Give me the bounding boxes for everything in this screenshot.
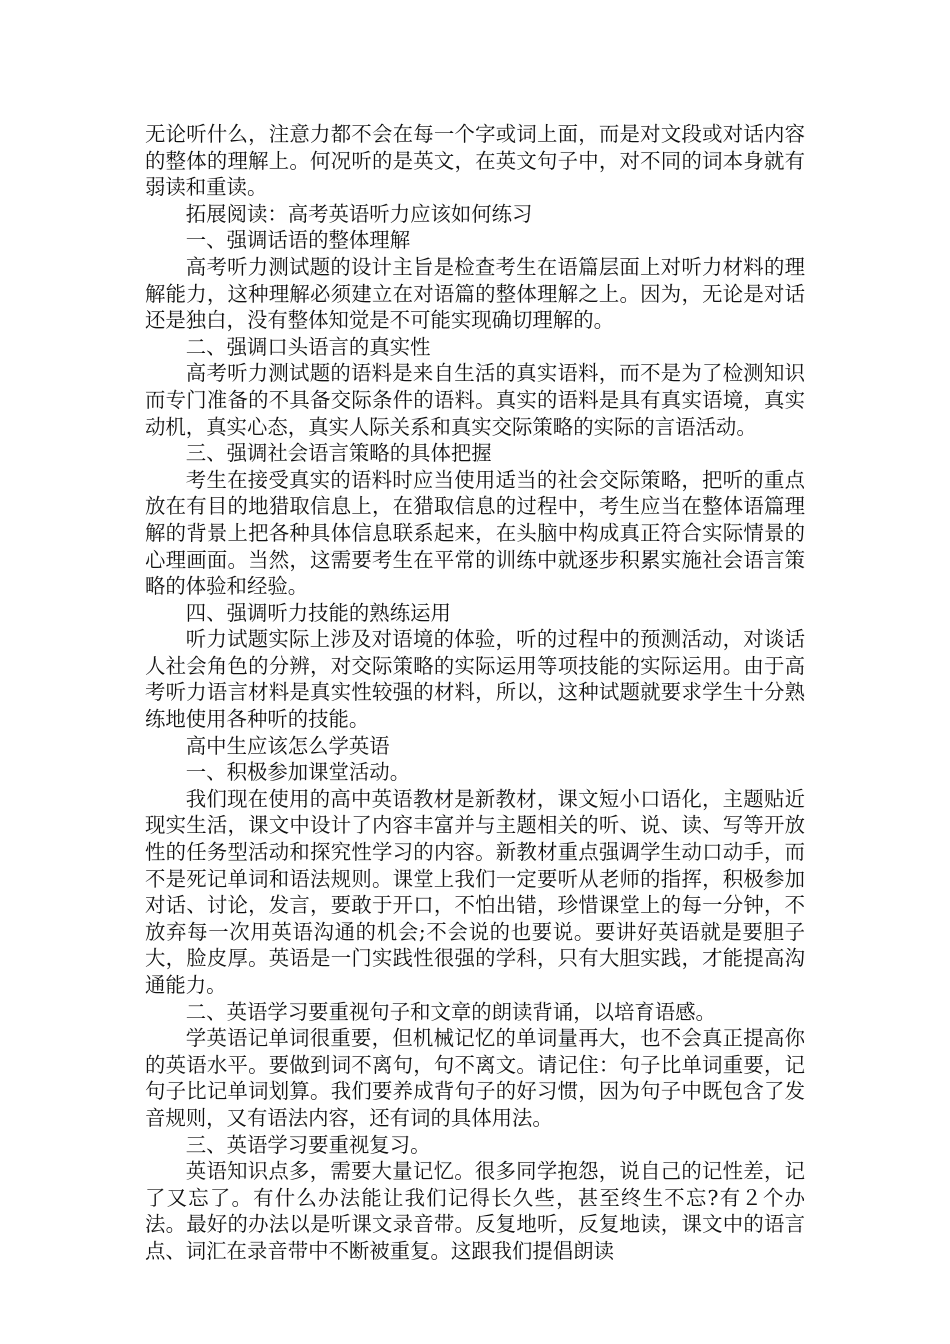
section-heading: 一、积极参加课堂活动。	[185, 760, 411, 785]
paragraph: 考生在接受真实的语料时应当使用适当的社会交际策略，把听的重点放在有目的地猎取信息上，在猎取信息的过程中，考生应当在整体语篇理解的背景上把各种具体信息联系起来，在头脑中构成真正符合实际情景的心理画面。当然，这需要考生在平常的训练中就逐步积累实施社会语言策略的体验和经验。	[145, 467, 805, 599]
paragraph: 我们现在使用的高中英语教材是新教材，课文短小口语化，主题贴近现实生活，课文中设计了内容丰富并与主题相关的听、说、读、写等开放性的任务型活动和探究性学习的内容。新教材重点强调学生动口动手，而不是死记单词和语法规则。课堂上我们一定要听从老师的指挥，积极参加对话、讨论，发言，要敢于开口，不怕出错，珍惜课堂上的每一分钟，不放弃每一次用英语沟通的机会;不会说的也要说。要讲好英语就是要胆子大，脸皮厚。英语是一门实践性很强的学科，只有大胆实践，才能提高沟通能力。	[145, 786, 805, 997]
paragraph: 英语知识点多，需要大量记忆。很多同学抱怨，说自己的记性差，记了又忘了。有什么办法能让我们记得长久些，甚至终生不忘?有２个办法。最好的办法以是听课文录音带。反复地听，反复地读，课文中的语言点、词汇在录音带中不断被重复。这跟我们提倡朗读	[145, 1159, 805, 1263]
section-heading: 高中生应该怎么学英语	[185, 733, 390, 758]
section-heading: 拓展阅读：高考英语听力应该如何练习	[185, 201, 533, 226]
section-heading: 二、强调口头语言的真实性	[185, 334, 431, 359]
paragraph: 学英语记单词很重要，但机械记忆的单词量再大，也不会真正提高你的英语水平。要做到词不离句，句不离文。请记住：句子比单词重要，记句子比记单词划算。我们要养成背句子的好习惯，因为句子中既包含了发音规则，又有语法内容，还有词的具体用法。	[145, 1026, 805, 1130]
section-heading: 四、强调听力技能的熟练运用	[185, 600, 451, 625]
paragraph: 无论听什么，注意力都不会在每一个字或词上面，而是对文段或对话内容的整体的理解上。何况听的是英文，在英文句子中，对不同的词本身就有弱读和重读。	[145, 122, 805, 200]
paragraph: 高考听力测试题的设计主旨是检查考生在语篇层面上对听力材料的理解能力，这种理解必须建立在对语篇的整体理解之上。因为，无论是对话还是独白，没有整体知觉是不可能实现确切理解的。	[145, 254, 805, 333]
document-body	[145, 121, 805, 1265]
paragraph: 听力试题实际上涉及对语境的体验，听的过程中的预测活动，对谈话人社会角色的分辨，对交际策略的实际运用等项技能的实际运用。由于高考听力语言材料是真实性较强的材料，所以，这种试题就要求学生十分熟练地使用各种听的技能。	[145, 627, 805, 732]
section-heading: 二、英语学习要重视句子和文章的朗读背诵，以培育语感。	[185, 999, 716, 1024]
section-heading: 一、强调话语的整体理解	[185, 228, 411, 253]
section-heading: 三、强调社会语言策略的具体把握	[185, 441, 492, 466]
paragraph: 高考听力测试题的语料是来自生活的真实语料，而不是为了检测知识而专门准备的不具备交际条件的语料。真实的语料是具有真实语境，真实动机，真实心态，真实人际关系和真实交际策略的实际的言语活动。	[145, 361, 805, 439]
section-heading: 三、英语学习要重视复习。	[185, 1132, 431, 1157]
